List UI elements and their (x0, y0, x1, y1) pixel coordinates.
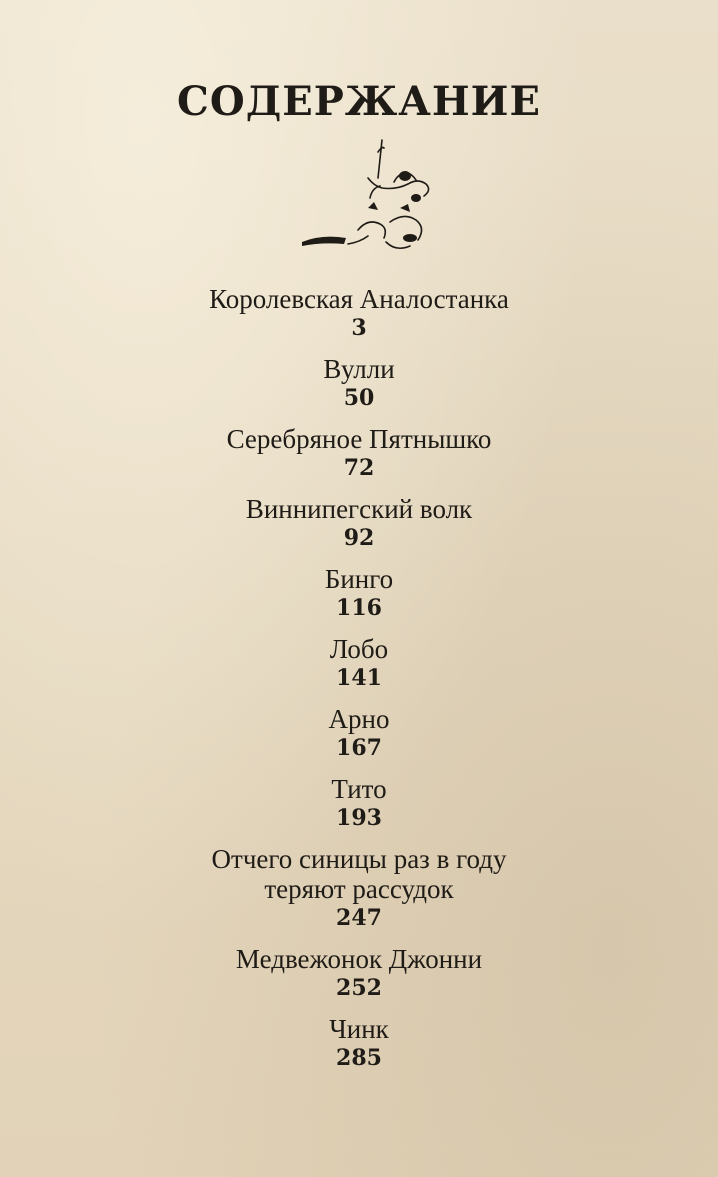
toc-entry (0, 1014, 718, 1072)
toc-entry-page-number: 193 (336, 805, 382, 831)
toc-entry-title: Медвежонок Джонни (235, 944, 483, 974)
toc-entry (0, 944, 718, 1002)
toc-entry-title: Королевская Аналостанка (209, 284, 509, 314)
toc-entry (0, 564, 718, 622)
toc-entry (0, 494, 718, 552)
toc-entry-page-number: 252 (336, 975, 382, 1001)
toc-entry (0, 424, 718, 482)
toc-entry-title: Отчего синицы раз в году теряют рассудок (211, 844, 507, 904)
toc-entry (0, 354, 718, 412)
toc-entry-title: Виннипегский волк (245, 494, 473, 524)
toc-entry-page-number: 167 (336, 735, 382, 761)
toc-entry-title: Вулли (323, 354, 395, 384)
toc-entry-title: Бинго (324, 564, 394, 594)
toc-entry-page-number: 92 (343, 525, 375, 551)
bird-hunter-vignette-icon (298, 138, 468, 264)
toc-entry-title: Серебряное Пятнышко (226, 424, 492, 454)
toc-entry-title: Арно (328, 704, 390, 734)
toc-entry (0, 634, 718, 692)
toc-entry (0, 774, 718, 832)
toc-entry-page-number: 116 (336, 595, 382, 621)
toc-entry-page-number: 285 (336, 1045, 382, 1071)
toc-entry (0, 844, 718, 932)
toc-entry (0, 284, 718, 342)
toc-entry-title: Лобо (329, 634, 389, 664)
toc-list (0, 284, 718, 1084)
toc-entry-page-number: 3 (351, 315, 367, 341)
page-title: СОДЕРЖАНИЕ (177, 78, 541, 125)
toc-entry-page-number: 50 (343, 385, 375, 411)
toc-entry-title: Тито (331, 774, 387, 804)
toc-entry-page-number: 247 (336, 905, 382, 931)
toc-entry-page-number: 72 (343, 455, 375, 481)
toc-entry (0, 704, 718, 762)
toc-entry-page-number: 141 (336, 665, 382, 691)
toc-entry-title: Чинк (329, 1014, 389, 1044)
